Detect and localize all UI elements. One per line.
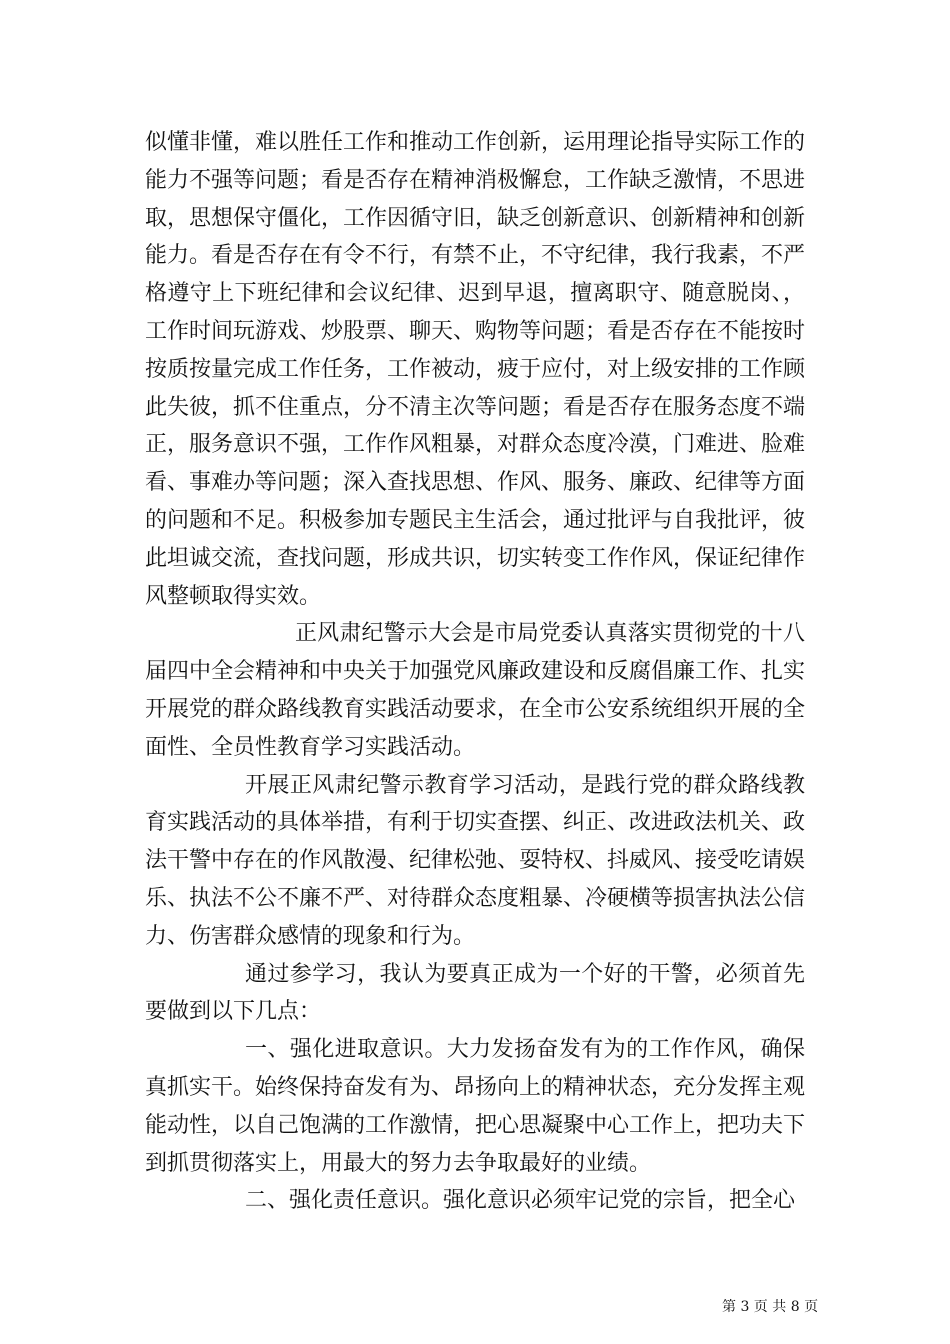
paragraph-1: 似懂非懂，难以胜任工作和推动工作创新，运用理论指导实际工作的能力不强等问题；看是否存在精神消极懈怠，工作缺乏激情，不思进取，思想保守僵化，工作因循守旧，缺乏创新意识、创新精神和创新能力。看是否存在有令不行，有禁不止，不守纪律，我行我素，不严格遵守上下班纪律和会议纪律、迟到早退，擅离职守、随意脱岗、，工作时间玩游戏、炒股票、聊天、购物等问题；看是否存在不能按时按质按量完成工作任务，工作被动，疲于应付，对上级安排的工作顾此失彼，抓不住重点，分不清主次等问题；看是否存在服务态度不端正，服务意识不强，工作作风粗暴，对群众态度冷漠，门难进、脸难看、事难办等问题；深入查找思想、作风、服务、廉政、纪律等方面的问题和不足。积极参加专题民主生活会，通过批评与自我批评，彼此坦诚交流，查找问题，形成共识，切实转变工作作风，保证纪律作风整顿取得实效。 [145,130,806,609]
page-footer: 第 3 页 共 8 页 [722,1299,819,1315]
paragraph-2: 正风肃纪警示大会是市局党委认真落实贯彻党的十八届四中全会精神和中央关于加强党风廉政建设和反腐倡廉工作、扎实开展党的群众路线教育实践活动要求，在全市公安系统组织开展的全面性、全员性教育学习实践活动。 [145,621,806,760]
paragraph-4: 通过参学习，我认为要真正成为一个好的干警，必须首先要做到以下几点： [145,961,805,1025]
body-text [145,124,805,1220]
paragraph-5: 一、强化进取意识。大力发扬奋发有为的工作作风，确保真抓实干。始终保持奋发有为、昂扬向上的精神状态，充分发挥主观能动性，以自己饱满的工作激情，把心思凝聚中心工作上，把功夫下到抓贯彻落实上，用最大的努力去争取最好的业绩。 [145,1037,806,1176]
paragraph-3: 开展正风肃纪警示教育学习活动，是践行党的群众路线教育实践活动的具体举措，有利于切实查摆、纠正、改进政法机关、政法干警中存在的作风散漫、纪律松弛、耍特权、抖威风、接受吃请娱乐、执法不公不廉不严、对待群众态度粗暴、冷硬横等损害执法公信力、伤害群众感情的现象和行为。 [145,772,806,949]
paragraph-6: 二、强化责任意识。强化意识必须牢记党的宗旨，把全心 [245,1188,796,1214]
